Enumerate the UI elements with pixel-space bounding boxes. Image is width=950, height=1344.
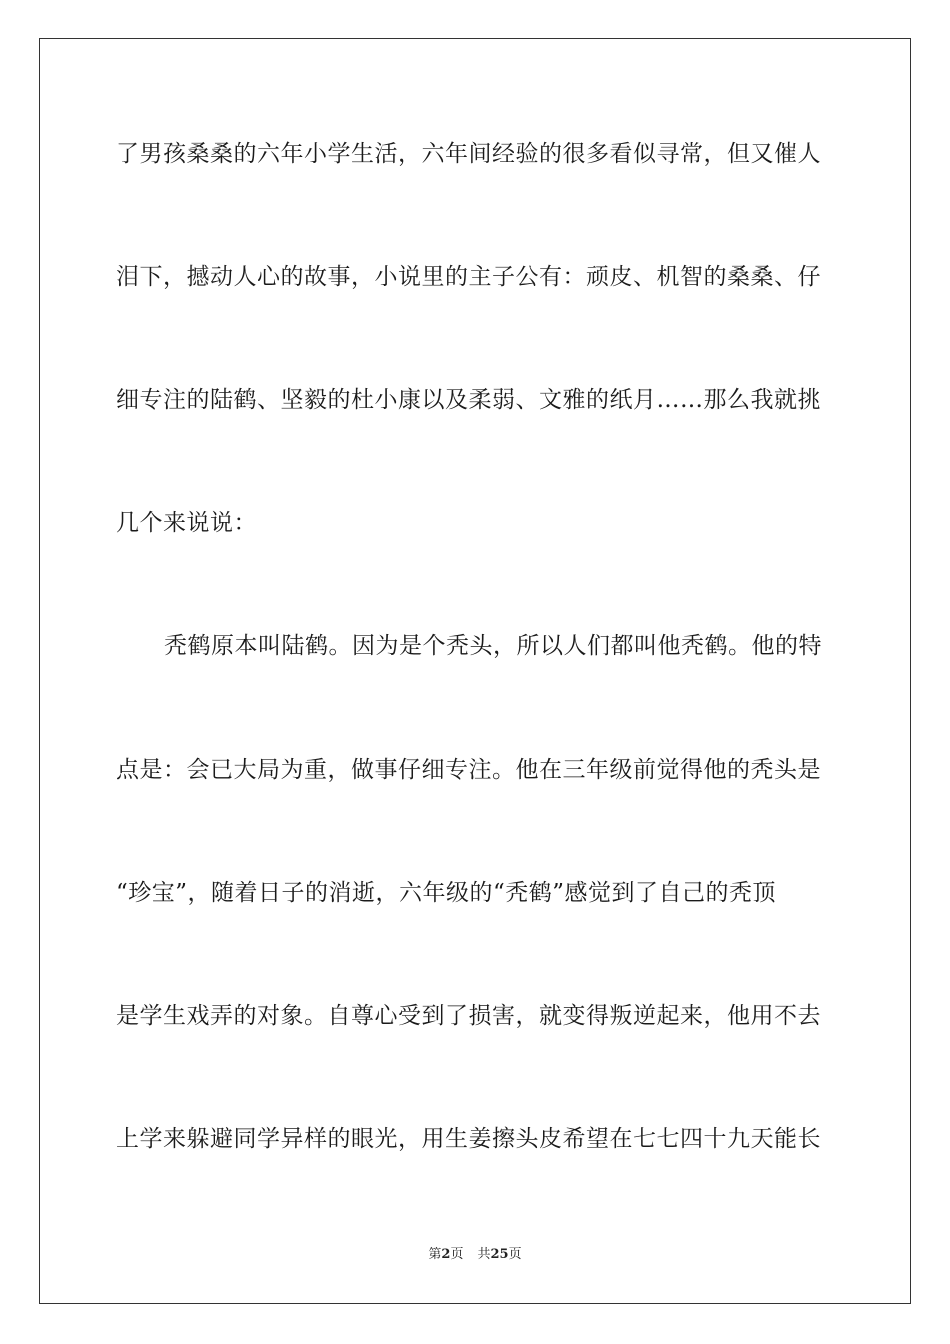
text-line-1: 了男孩桑桑的六年小学生活，六年间经验的很多看似寻常，但又催人 (116, 141, 821, 167)
text-line-3: 细专注的陆鹤、坚毅的杜小康以及柔弱、文雅的纸月……那么我就挑 (116, 387, 821, 413)
page-suffix: 页 (450, 1247, 464, 1262)
text-line-2: 泪下，撼动人心的故事，小说里的主子公有：顽皮、机智的桑桑、仔 (116, 264, 821, 290)
page-prefix: 第 (428, 1247, 442, 1262)
text-line-9: 上学来躲避同学异样的眼光，用生姜擦头皮希望在七七四十九天能长 (116, 1126, 821, 1152)
text-line-8: 是学生戏弄的对象。自尊心受到了损害，就变得叛逆起来，他用不去 (116, 1003, 821, 1029)
page-footer (0, 1246, 950, 1264)
page-border (39, 38, 911, 1304)
text-line-7: “珍宝”，随着日子的消逝，六年级的“秃鹤”感觉到了自己的秃顶 (116, 880, 777, 906)
total-prefix: 共 (477, 1247, 491, 1262)
text-line-5: 秃鹤原本叫陆鹤。因为是个秃头，所以人们都叫他秃鹤。他的特 (164, 633, 822, 659)
text-line-4: 几个来说说： (116, 510, 257, 536)
text-line-6: 点是：会已大局为重，做事仔细专注。他在三年级前觉得他的秃头是 (116, 757, 821, 783)
total-pages: 25 (490, 1247, 509, 1262)
total-suffix: 页 (508, 1247, 522, 1262)
page-number: 2 (441, 1247, 451, 1262)
